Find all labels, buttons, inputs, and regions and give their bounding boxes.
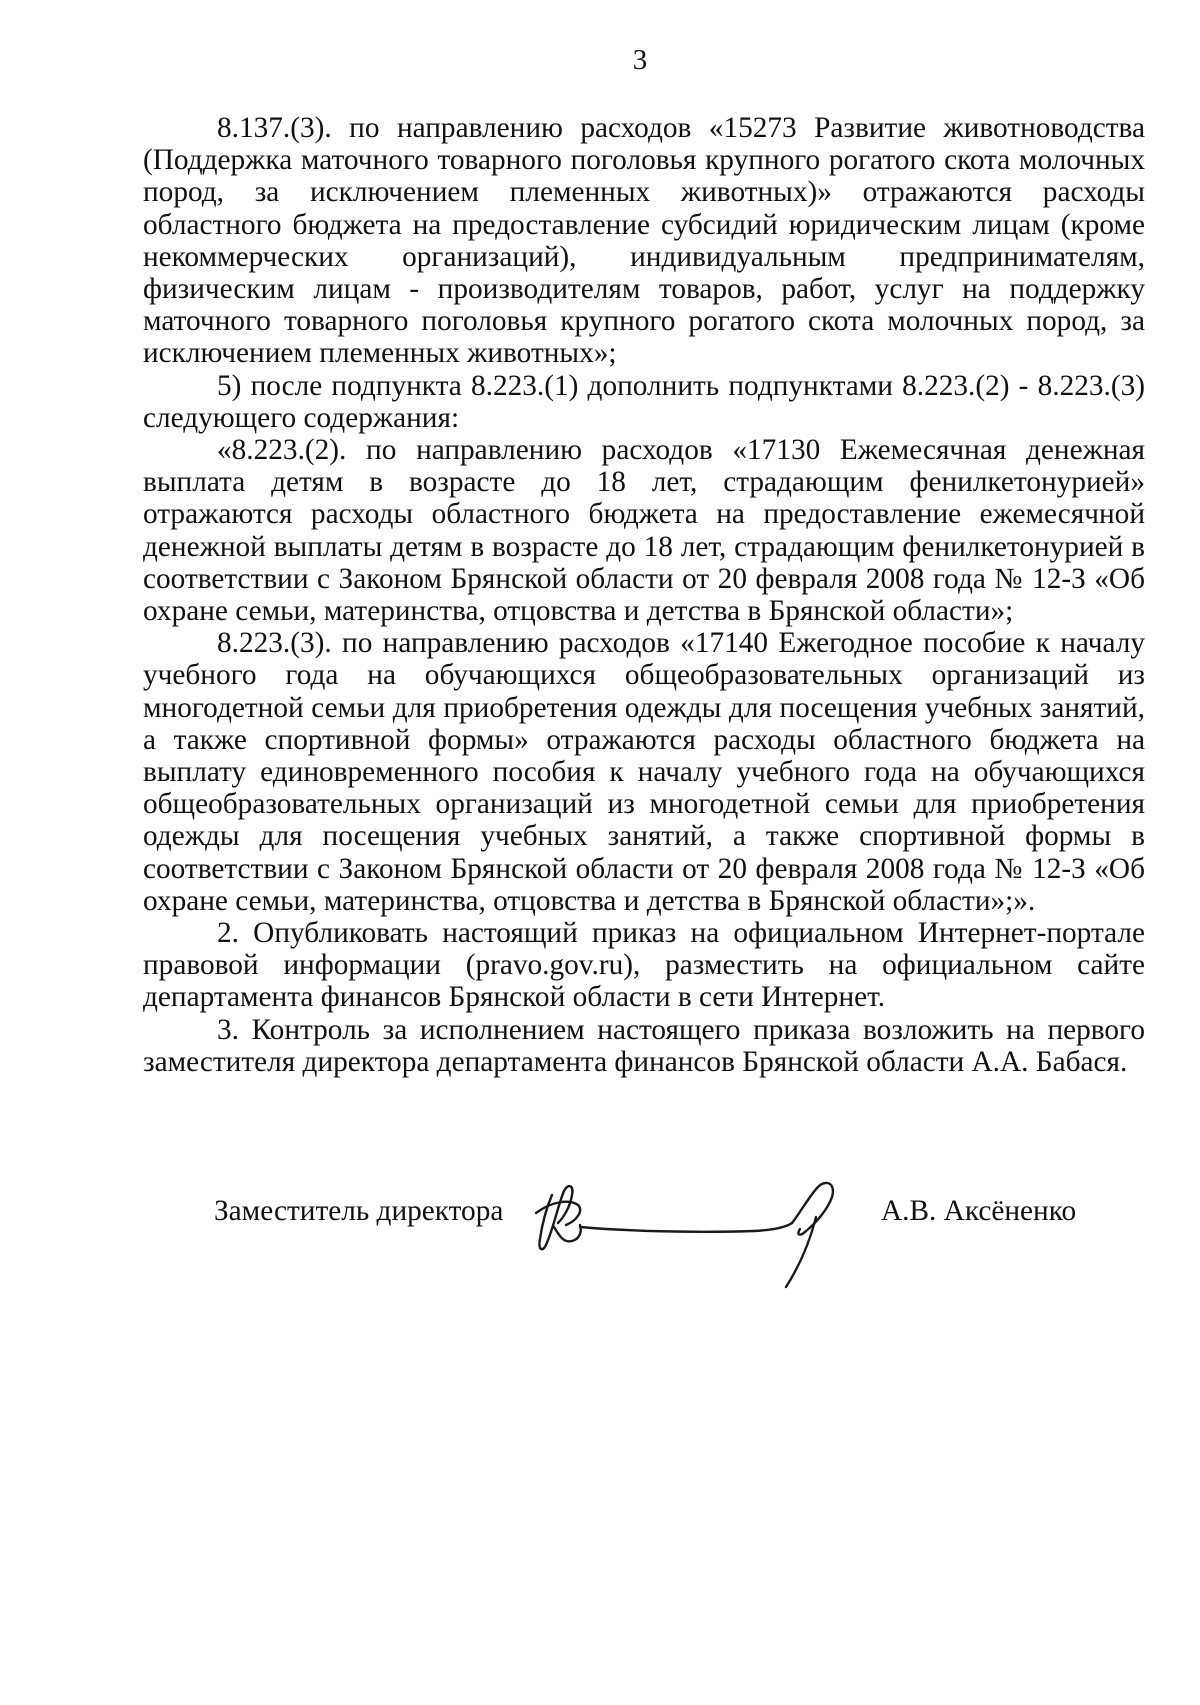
paragraph-8-137-3: 8.137.(3). по направлению расходов «15273 Развитие животноводства (Поддержка маточного товарного поголовья крупного рогатого скота молочных пород, за исключением племенных животных)» отражаются расходы областного бюджета на предоставление субсидий юридическим лицам (кроме некоммерческих организаций), индивидуальным предпринимателям, физическим лицам - производителям товаров, работ, услуг на поддержку маточного товарного поголовья крупного рогатого скота молочных пород, за исключением племенных животных»; bbox=[143, 112, 1145, 370]
signatory-title: Заместитель директора bbox=[214, 1195, 504, 1227]
paragraph-point-2: 2. Опубликовать настоящий приказ на официальном Интернет-портале правовой информации (pravo.gov.ru), разместить на официальном сайте департамента финансов Брянской области в сети Интернет. bbox=[143, 917, 1145, 1014]
paragraph-8-223-3: 8.223.(3). по направлению расходов «17140 Ежегодное пособие к началу учебного года на обучающихся общеобразовательных организаций из многодетной семьи для приобретения одежды для посещения учебных занятий, а также спортивной формы» отражаются расходы областного бюджета на выплату единовременного пособия к началу учебного года на обучающихся общеобразовательных организаций из многодетной семьи для приобретения одежды для посещения учебных занятий, а также спортивной формы в соответствии с Законом Брянской области от 20 февраля 2008 года № 12-З «Об охране семьи, материнства, отцовства и детства в Брянской области»;». bbox=[143, 627, 1145, 917]
signature-block bbox=[214, 1195, 1174, 1335]
paragraph-point-3: 3. Контроль за исполнением настоящего приказа возложить на первого заместителя директора департамента финансов Брянской области А.А. Бабася. bbox=[143, 1013, 1145, 1078]
signatory-name: А.В. Аксёненко bbox=[881, 1195, 1077, 1227]
paragraph-item-5: 5) после подпункта 8.223.(1) дополнить подпунктами 8.223.(2) - 8.223.(3) следующего содержания: bbox=[143, 369, 1145, 434]
paragraph-8-223-2: «8.223.(2). по направлению расходов «17130 Ежемесячная денежная выплата детям в возрасте до 18 лет, страдающим фенилкетонурией» отражаются расходы областного бюджета на предоставление ежемесячной денежной выплаты детям в возрасте до 18 лет, страдающим фенилкетонурией в соответствии с Законом Брянской области от 20 февраля 2008 года № 12-З «Об охране семьи, материнства, отцовства и детства в Брянской области»; bbox=[143, 434, 1145, 628]
handwritten-signature bbox=[524, 1165, 864, 1305]
page-number: 3 bbox=[632, 44, 648, 76]
document-body bbox=[143, 112, 1145, 1078]
